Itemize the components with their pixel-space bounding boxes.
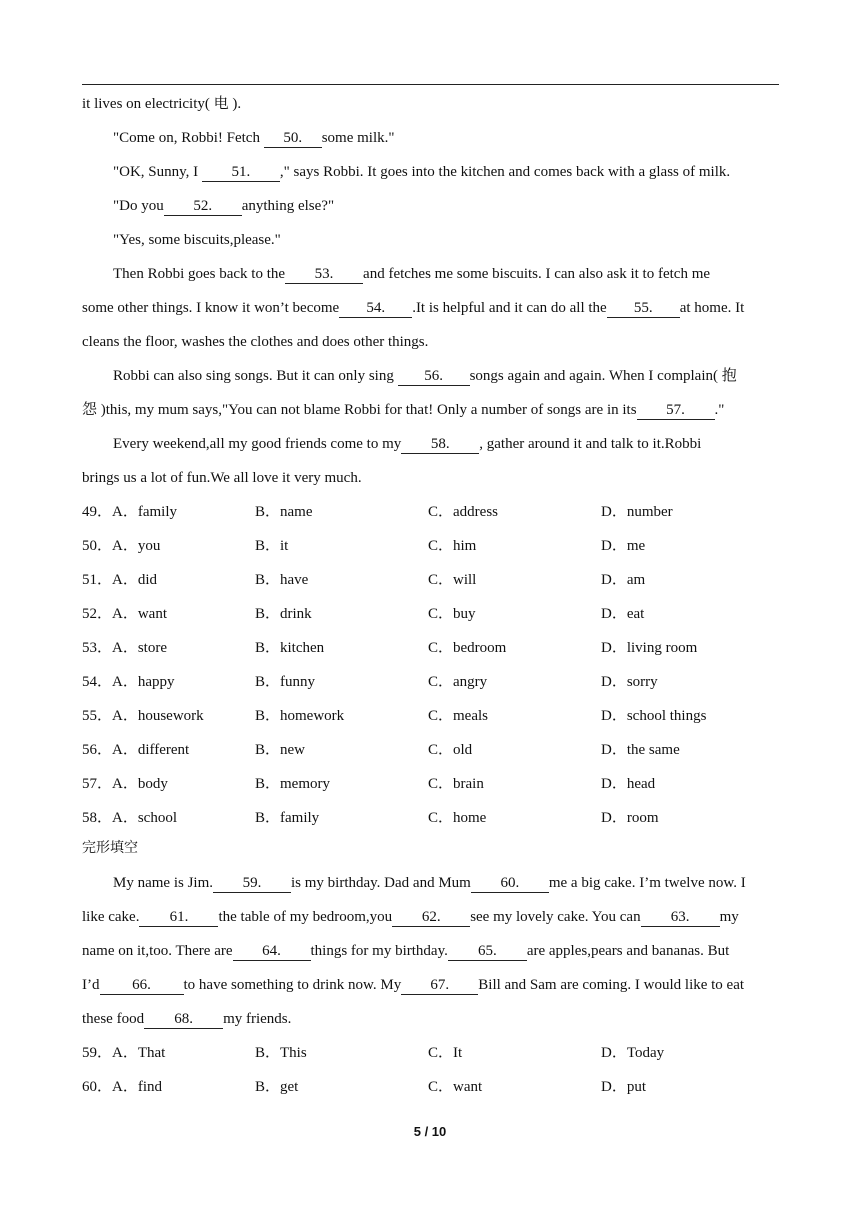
blank-63[interactable]: 63. xyxy=(641,909,720,927)
blank-55[interactable]: 55. xyxy=(607,300,680,318)
option-c[interactable]: C．meals xyxy=(428,708,488,724)
option-d[interactable]: D．number xyxy=(601,504,673,520)
blank-64[interactable]: 64. xyxy=(233,943,311,961)
option-d[interactable]: D．sorry xyxy=(601,674,658,690)
option-c[interactable]: C．brain xyxy=(428,776,484,792)
passage-line: Every weekend,all my good friends come to my 58. , gather around it and talk to it.Robbi xyxy=(113,436,702,452)
passage-line: 怨 )this, my mum says,"You can not blame Robbi for that! Only a number of songs are in its 57. ." xyxy=(82,402,725,418)
option-b[interactable]: B．drink xyxy=(255,606,312,622)
option-c[interactable]: C．bedroom xyxy=(428,640,507,656)
option-a[interactable]: A．family xyxy=(112,504,178,520)
option-a[interactable]: A．school xyxy=(112,810,178,826)
blank-52[interactable]: 52. xyxy=(164,198,242,216)
option-b[interactable]: B．family xyxy=(255,810,320,826)
passage-line: My name is Jim. 59. is my birthday. Dad and Mum 60. me a big cake. I’m twelve now. I xyxy=(113,875,746,891)
blank-53[interactable]: 53. xyxy=(285,266,363,284)
option-a[interactable]: A．want xyxy=(112,606,168,622)
option-c[interactable]: C．old xyxy=(428,742,473,758)
blank-59[interactable]: 59. xyxy=(213,875,291,893)
option-b[interactable]: B．name xyxy=(255,504,313,520)
option-c[interactable]: C．him xyxy=(428,538,477,554)
option-b[interactable]: B．This xyxy=(255,1045,307,1061)
blank-50[interactable]: 50. xyxy=(264,130,322,148)
option-a[interactable]: A．body xyxy=(112,776,168,792)
option-b[interactable]: B．funny xyxy=(255,674,316,690)
option-c[interactable]: C．buy xyxy=(428,606,476,622)
passage-line: "OK, Sunny, I 51. ," says Robbi. It goes into the kitchen and comes back with a glass of milk. xyxy=(113,164,731,180)
passage-line: "Do you 52. anything else?" xyxy=(113,198,335,214)
option-d[interactable]: D．put xyxy=(601,1079,647,1095)
blank-54[interactable]: 54. xyxy=(339,300,412,318)
blank-68[interactable]: 68. xyxy=(144,1011,223,1029)
blank-61[interactable]: 61. xyxy=(139,909,218,927)
header-rule xyxy=(82,84,779,85)
option-c[interactable]: C．angry xyxy=(428,674,488,690)
option-a[interactable]: A．housework xyxy=(112,708,204,724)
passage-line: brings us a lot of fun.We all love it very much. xyxy=(82,470,362,486)
blank-51[interactable]: 51. xyxy=(202,164,280,182)
option-d[interactable]: D．head xyxy=(601,776,656,792)
option-d[interactable]: D．the same xyxy=(601,742,680,758)
page-number: 5 / 10 xyxy=(413,1124,447,1139)
option-d[interactable]: D．Today xyxy=(601,1045,665,1061)
passage-line: name on it,too. There are 64. things for my birthday. 65. are apples,pears and bananas. But xyxy=(82,943,730,959)
option-b[interactable]: B．memory xyxy=(255,776,330,792)
option-a[interactable]: A．store xyxy=(112,640,168,656)
blank-65[interactable]: 65. xyxy=(448,943,527,961)
passage-line: it lives on electricity( 电 ). xyxy=(82,96,242,112)
option-a[interactable]: A．happy xyxy=(112,674,175,690)
option-c[interactable]: C．home xyxy=(428,810,487,826)
option-b[interactable]: B．kitchen xyxy=(255,640,325,656)
passage-line: Robbi can also sing songs. But it can only sing 56. songs again and again. When I complain( 抱 xyxy=(113,368,737,384)
option-a[interactable]: A．you xyxy=(112,538,161,554)
passage-line: these food 68. my friends. xyxy=(82,1011,292,1027)
option-c[interactable]: C．want xyxy=(428,1079,483,1095)
option-a[interactable]: A．find xyxy=(112,1079,163,1095)
blank-58[interactable]: 58. xyxy=(401,436,479,454)
passage-line: "Yes, some biscuits,please." xyxy=(113,232,281,248)
blank-57[interactable]: 57. xyxy=(637,402,715,420)
option-b[interactable]: B．have xyxy=(255,572,309,588)
blank-60[interactable]: 60. xyxy=(471,875,549,893)
option-d[interactable]: D．school things xyxy=(601,708,707,724)
passage-line: Then Robbi goes back to the 53. and fetches me some biscuits. I can also ask it to fetch me xyxy=(113,266,711,282)
section-heading: 完形填空 xyxy=(82,840,138,856)
passage-line: I’d 66. to have something to drink now. My 67. Bill and Sam are coming. I would like to eat xyxy=(82,977,745,993)
option-a[interactable]: A．did xyxy=(112,572,158,588)
option-d[interactable]: D．me xyxy=(601,538,646,554)
option-b[interactable]: B．homework xyxy=(255,708,345,724)
blank-66[interactable]: 66. xyxy=(100,977,184,995)
option-b[interactable]: B．new xyxy=(255,742,305,758)
option-c[interactable]: C．will xyxy=(428,572,477,588)
option-c[interactable]: C．It xyxy=(428,1045,463,1061)
option-d[interactable]: D．eat xyxy=(601,606,645,622)
blank-62[interactable]: 62. xyxy=(392,909,470,927)
blank-56[interactable]: 56. xyxy=(398,368,470,386)
passage-line: some other things. I know it won’t become 54. .It is helpful and it can do all the 55. at home. It xyxy=(82,300,745,316)
blank-67[interactable]: 67. xyxy=(401,977,478,995)
passage-line: cleans the floor, washes the clothes and does other things. xyxy=(82,334,429,350)
option-d[interactable]: D．am xyxy=(601,572,646,588)
option-c[interactable]: C．address xyxy=(428,504,498,520)
option-a[interactable]: A．That xyxy=(112,1045,166,1061)
option-d[interactable]: D．room xyxy=(601,810,659,826)
option-b[interactable]: B．get xyxy=(255,1079,299,1095)
option-a[interactable]: A．different xyxy=(112,742,190,758)
option-d[interactable]: D．living room xyxy=(601,640,698,656)
passage-line: like cake. 61. the table of my bedroom,you 62. see my lovely cake. You can 63. my xyxy=(82,909,739,925)
option-b[interactable]: B．it xyxy=(255,538,289,554)
passage-line: "Come on, Robbi! Fetch 50. some milk." xyxy=(113,130,395,146)
